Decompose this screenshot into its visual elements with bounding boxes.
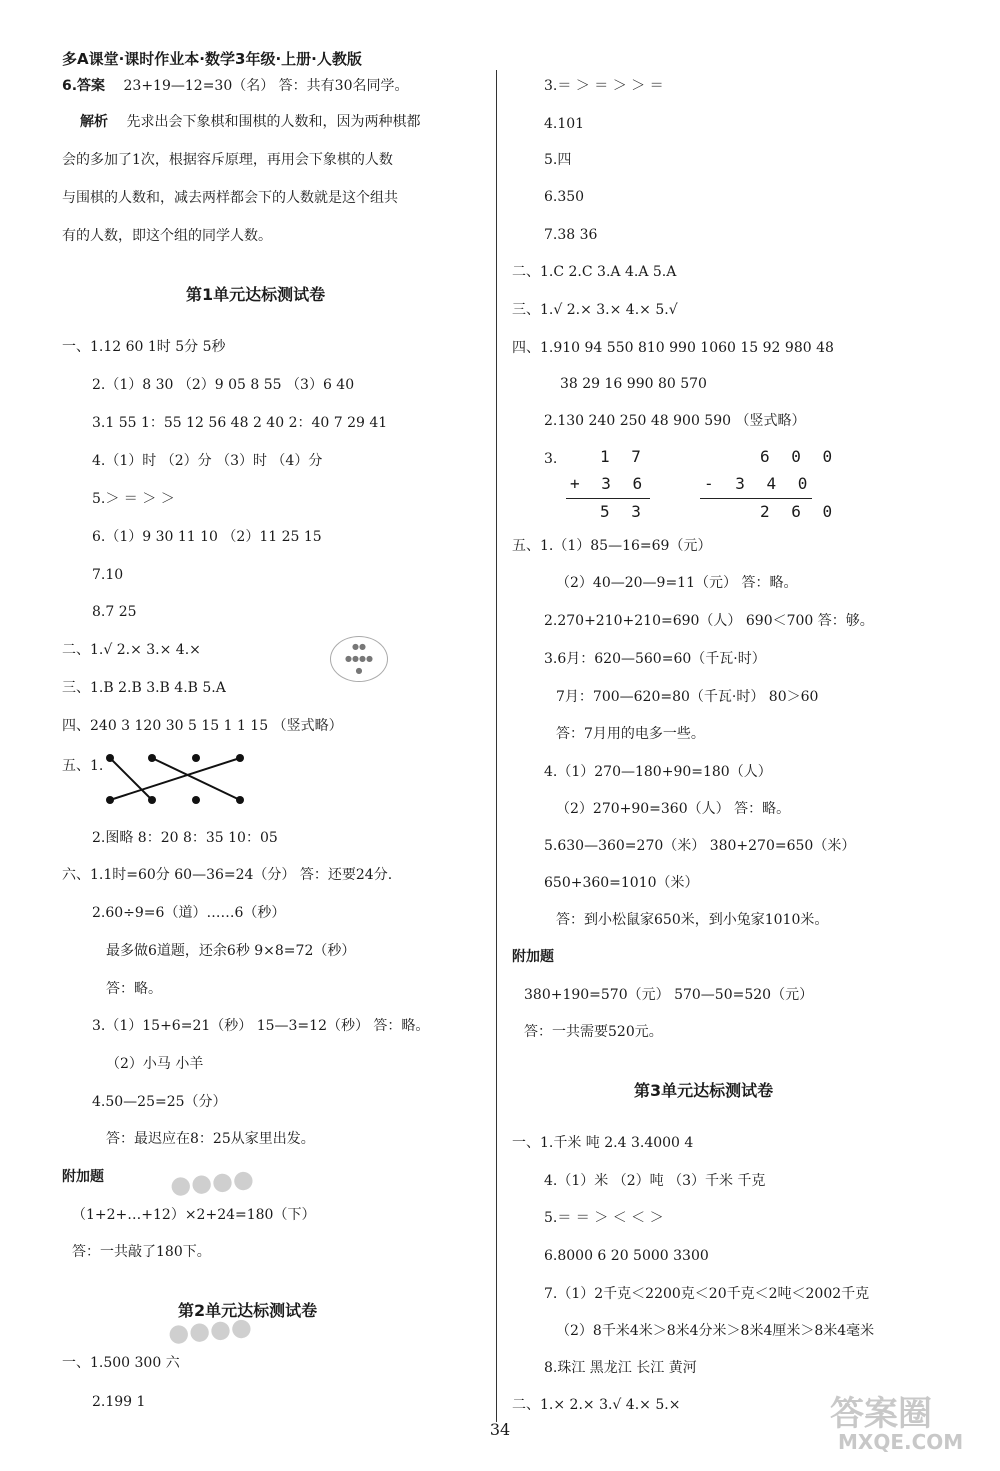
right-line: 38 29 16 990 80 570 bbox=[560, 376, 707, 392]
match-dot bbox=[106, 796, 114, 804]
right-line: 3.6月：620—560=60（千瓦·时） bbox=[544, 651, 766, 667]
unit3-line: 7.（1）2千克＜2200克＜20千克＜2吨＜2002千克 bbox=[544, 1286, 870, 1302]
q6-answer: 23+19—12=30（名） 答：共有30名同学。 bbox=[123, 78, 409, 94]
unit1-line: 答：最迟应在8：25从家里出发。 bbox=[106, 1131, 315, 1147]
unit1-line: 3.（1）15+6=21（秒） 15—3=12（秒） 答：略。 bbox=[92, 1018, 430, 1034]
right-line: 答：到小松鼠家650米，到小兔家1010米。 bbox=[556, 912, 829, 928]
unit1-line: 答：略。 bbox=[106, 981, 162, 997]
watermark-logo: 答案圈 bbox=[830, 1394, 932, 1434]
calc1-top: 1 7 bbox=[600, 447, 647, 466]
match-dot bbox=[192, 796, 200, 804]
match-dot bbox=[148, 796, 156, 804]
unit1-line: 最多做6道题，还余6秒 9×8=72（秒） bbox=[106, 943, 356, 959]
right-line: （2）270+90=360（人） 答：略。 bbox=[556, 801, 791, 817]
extra-label-right bbox=[512, 947, 554, 967]
match-dot bbox=[236, 796, 244, 804]
unit2-line: 一、1.500 300 六 bbox=[62, 1355, 180, 1371]
watermark-url: MXQE.COM bbox=[838, 1430, 964, 1454]
unit1-line: （2）小马 小羊 bbox=[106, 1056, 204, 1072]
unit3-line: 二、1.× 2.× 3.√ 4.× 5.× bbox=[512, 1397, 681, 1413]
unit2-title: 第2单元达标测试卷 bbox=[178, 1301, 318, 1320]
unit1-line: 三、1.B 2.B 3.B 4.B 5.A bbox=[62, 680, 226, 696]
calc1-result: 5 3 bbox=[600, 502, 647, 521]
right-line: 650+360=1010（米） bbox=[544, 875, 699, 891]
unit1-line: 2.（1）8 30 （2）9 05 8 55 （3）6 40 bbox=[92, 377, 355, 393]
column-divider bbox=[496, 70, 497, 1422]
unit3-line: 4.（1）米 （2）吨 （3）千米 千克 bbox=[544, 1173, 766, 1189]
extra-label-left bbox=[62, 1167, 104, 1187]
unit3-line: 一、1.千米 吨 2.4 3.4000 4 bbox=[512, 1135, 694, 1151]
match-dot bbox=[148, 754, 156, 762]
extra-line: 380+190=570（元） 570—50=520（元） bbox=[524, 987, 814, 1003]
unit3-title: 第3单元达标测试卷 bbox=[634, 1081, 774, 1100]
matching-diagram bbox=[100, 752, 250, 808]
analysis-text-2: 会的多加了1次，根据容斥原理，再用会下象棋的人数 bbox=[62, 152, 393, 168]
analysis-text-3: 与围棋的人数和，减去两样都会下的人数就是这个组共 bbox=[62, 190, 398, 206]
unit1-title: 第1单元达标测试卷 bbox=[186, 285, 326, 304]
analysis-text-4: 有的人数，即这个组的同学人数。 bbox=[62, 228, 272, 244]
page-header: 多A课堂·课时作业本·数学3年级·上册·人教版 bbox=[62, 50, 362, 68]
extra-line: 答：一共敲了180下。 bbox=[72, 1244, 211, 1260]
right-line: 答：7月用的电多一些。 bbox=[556, 726, 705, 742]
unit1-line: 五、1. bbox=[62, 758, 104, 774]
analysis-text-1: 先求出会下象棋和围棋的人数和，因为两种棋都 bbox=[126, 114, 421, 130]
unit1-line: 8.7 25 bbox=[92, 604, 137, 620]
unit1-line: 一、1.12 60 1时 5分 5秒 bbox=[62, 339, 226, 355]
q6-label: 6.答案 bbox=[62, 78, 106, 94]
right-line: 2.130 240 250 48 900 590 （竖式略） bbox=[544, 413, 806, 429]
right-line: 五、1.（1）85—16=69（元） bbox=[512, 538, 712, 554]
unit3-line: 5.＝ ＝ ＞ ＜ ＜ ＞ bbox=[544, 1210, 664, 1226]
calc2-mid: - 3 4 0 bbox=[704, 474, 814, 493]
match-dot bbox=[192, 754, 200, 762]
analysis-row-1 bbox=[80, 112, 420, 132]
right-line: 7月：700—620=80（千瓦·时） 80＞60 bbox=[556, 689, 819, 705]
right-line: 3. bbox=[544, 451, 558, 467]
watermark-ghost: ●●●● bbox=[168, 1164, 255, 1200]
unit1-line: 3.1 55 1：55 12 56 48 2 40 2：40 7 29 41 bbox=[92, 415, 388, 431]
unit3-line: 8.珠江 黑龙江 长江 黄河 bbox=[544, 1360, 697, 1376]
match-line bbox=[152, 758, 240, 800]
unit1-line: 2.60÷9=6（道）……6（秒） bbox=[92, 905, 286, 921]
right-line: 6.350 bbox=[544, 189, 585, 205]
unit3-line: 6.8000 6 20 5000 3300 bbox=[544, 1248, 709, 1264]
extra-line: （1+2+…+12）×2+24=180（下） bbox=[72, 1207, 316, 1223]
q6-answer-row bbox=[62, 76, 409, 96]
stamp-mark: ●● ●●●● ● bbox=[330, 636, 388, 682]
right-line: 三、1.√ 2.× 3.× 4.× 5.√ bbox=[512, 302, 678, 318]
match-dot bbox=[106, 754, 114, 762]
right-line: （2）40—20—9=11（元） 答：略。 bbox=[556, 575, 798, 591]
calc2-rule bbox=[700, 498, 812, 499]
unit1-line: 六、1.1时=60分 60—36=24（分） 答：还要24分. bbox=[62, 867, 393, 883]
unit3-line: （2）8千米4米＞8米4分米＞8米4厘米＞8米4毫米 bbox=[556, 1323, 875, 1339]
match-dot bbox=[236, 754, 244, 762]
right-line: 2.270+210+210=690（人） 690＜700 答：够。 bbox=[544, 613, 874, 629]
match-line bbox=[110, 758, 240, 800]
page-number: 34 bbox=[489, 1420, 511, 1439]
unit1-line: 6.（1）9 30 11 10 （2）11 25 15 bbox=[92, 529, 322, 545]
right-line: 四、1.910 94 550 810 990 1060 15 92 980 48 bbox=[512, 340, 834, 356]
right-line: 5.四 bbox=[544, 152, 572, 168]
extra-label: 附加题 bbox=[62, 1169, 104, 1185]
unit1-line: 4.（1）时 （2）分 （3）时 （4）分 bbox=[92, 453, 323, 469]
extra-label: 附加题 bbox=[512, 949, 554, 965]
right-line: 4.（1）270—180+90=180（人） bbox=[544, 764, 772, 780]
extra-line: 答：一共需要520元。 bbox=[524, 1024, 663, 1040]
unit1-line: 5.＞ ＝ ＞ ＞ bbox=[92, 491, 175, 507]
unit1-line: 7.10 bbox=[92, 567, 124, 583]
unit1-line: 4.50—25=25（分） bbox=[92, 1094, 227, 1110]
right-line: 7.38 36 bbox=[544, 227, 598, 243]
watermark-ghost: ●●●● bbox=[166, 1312, 253, 1348]
right-line: 4.101 bbox=[544, 116, 585, 132]
unit1-line: 2.图略 8：20 8：35 10：05 bbox=[92, 830, 278, 846]
calc1-mid: + 3 6 bbox=[570, 474, 649, 493]
analysis-label: 解析 bbox=[80, 114, 108, 130]
calc1-rule bbox=[566, 498, 650, 499]
right-line: 3.＝ ＞ ＝ ＞ ＞ ＝ bbox=[544, 78, 664, 94]
right-line: 二、1.C 2.C 3.A 4.A 5.A bbox=[512, 264, 677, 280]
unit1-line: 四、240 3 120 30 5 15 1 1 15 （竖式略） bbox=[62, 718, 343, 734]
right-line: 5.630—360=270（米） 380+270=650（米） bbox=[544, 838, 856, 854]
unit2-line: 2.199 1 bbox=[92, 1394, 146, 1410]
calc2-top: 6 0 0 bbox=[760, 447, 839, 466]
unit1-line: 二、1.√ 2.× 3.× 4.× bbox=[62, 642, 201, 658]
calc2-result: 2 6 0 bbox=[760, 502, 839, 521]
